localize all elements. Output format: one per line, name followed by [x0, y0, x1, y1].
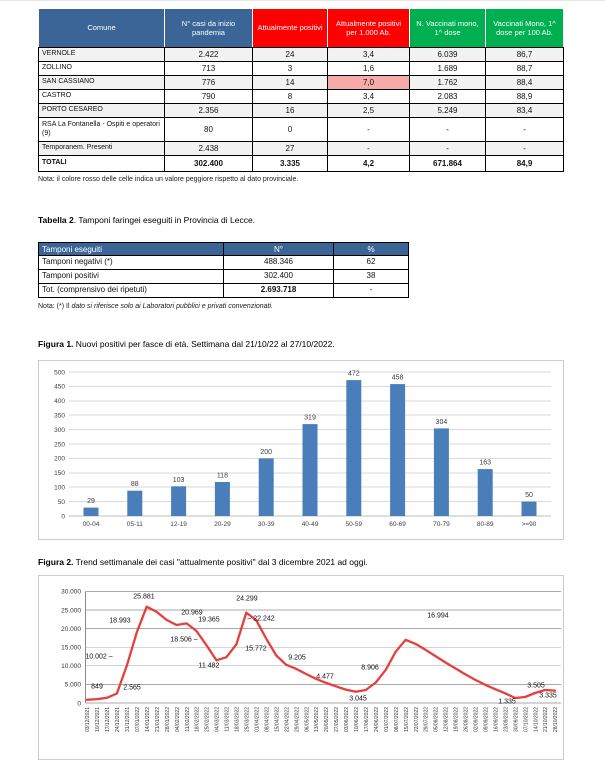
value-cell: 671.864 [410, 156, 486, 172]
value-cell: 16 [253, 104, 328, 118]
comune-cell: Temporanem. Presenti [39, 142, 165, 156]
bar-value-label: 472 [347, 370, 360, 378]
value-cell: 3,4 [328, 48, 410, 62]
comune-cell: VERNOLE [39, 48, 165, 62]
value-cell: 1.762 [410, 76, 486, 90]
value-cell: 8 [253, 90, 328, 104]
data-point-annotation: 3.505 [527, 682, 545, 690]
x-axis-date-label: 08/07/2022 [393, 707, 400, 733]
table-row [39, 104, 564, 118]
value-cell: 83,4 [486, 104, 564, 118]
x-axis-category-label: 00-04 [82, 521, 100, 528]
y-axis-tick-label: 250 [54, 441, 65, 449]
y-axis-tick-label: 20.000 [61, 625, 81, 633]
comune-cell: CASTRO [39, 90, 165, 104]
x-axis-date-label: 14/01/2022 [144, 707, 151, 733]
value-cell: 776 [165, 76, 253, 90]
x-axis-date-label: 27/05/2022 [334, 707, 341, 733]
table-row [39, 142, 564, 156]
x-axis-date-label: 30/09/2022 [513, 707, 520, 733]
tamponi-label-cell: Tot. (comprensivo dei ripetuti) [39, 284, 224, 298]
y-axis-tick-label: 5.000 [64, 681, 81, 689]
x-axis-date-label: 01/04/2022 [254, 707, 261, 733]
x-axis-category-label: 60-69 [389, 521, 406, 528]
figura2-caption-text: Trend settimanale dei casi "attualmente positivi" dal 3 dicembre 2021 ad oggi. [73, 557, 368, 567]
y-axis-tick-label: 150 [54, 470, 65, 478]
bar-value-label: 50 [525, 492, 533, 500]
value-cell: 84,9 [486, 156, 564, 172]
data-point-annotation: 1.335 [498, 698, 516, 706]
bar [127, 491, 142, 516]
tamponi-n-cell: 488.346 [224, 256, 334, 270]
y-axis-tick-label: 0 [61, 513, 65, 521]
x-axis-date-label: 04/03/2022 [214, 707, 221, 733]
data-point-annotation: 8.906 [361, 664, 379, 672]
bar-value-label: 163 [479, 459, 492, 467]
table-row [39, 270, 409, 284]
comuni-col-header-2: Attualmente positivi [253, 9, 328, 48]
x-axis-date-label: 18/02/2022 [194, 707, 201, 733]
y-axis-tick-label: 10.000 [61, 663, 81, 671]
comuni-table-body [39, 48, 564, 172]
x-axis-date-label: 17/12/2021 [105, 707, 112, 733]
value-cell: 713 [165, 62, 253, 76]
x-axis-date-label: 13/05/2022 [314, 707, 321, 733]
data-point-annotation: 25.881 [133, 593, 155, 601]
x-axis-date-label: 20/05/2022 [324, 707, 331, 733]
figura1-caption [38, 339, 335, 349]
y-axis-tick-label: 200 [54, 455, 65, 463]
x-axis-date-label: 17/06/2022 [364, 707, 370, 733]
y-axis-tick-label: 50 [57, 498, 65, 506]
value-cell: 5.249 [410, 104, 486, 118]
figura1-caption-label: Figura 1. [38, 339, 74, 349]
data-point-annotation: 849 [91, 683, 103, 691]
data-point-annotation: 20.969 [181, 609, 203, 617]
x-axis-date-label: 21/01/2022 [154, 707, 161, 733]
value-cell: 27 [253, 142, 328, 156]
bar-value-label: 304 [435, 418, 448, 426]
x-axis-date-label: 05/08/2022 [433, 707, 440, 733]
bar [171, 486, 186, 516]
x-axis-date-label: 26/08/2022 [463, 707, 470, 733]
y-axis-tick-label: 0 [77, 700, 81, 708]
bar [346, 380, 361, 516]
x-axis-category-label: 80-89 [476, 521, 494, 528]
data-point-annotation: 18.506 – [170, 636, 198, 644]
value-cell: - [328, 142, 410, 156]
tabella2-caption-text: . Tamponi faringei eseguiti in Provincia di Lecce. [73, 215, 256, 225]
tamponi-table-header [39, 243, 409, 256]
data-point-annotation: – 22.242 [247, 615, 275, 623]
value-cell: 2,5 [328, 104, 410, 118]
data-point-annotation: 11.482 [198, 662, 220, 670]
y-axis-tick-label: 25.000 [61, 607, 81, 615]
table-row [39, 76, 564, 90]
x-axis-date-label: 10/06/2022 [354, 707, 360, 733]
x-axis-date-label: 03/12/2021 [85, 707, 92, 733]
comuni-col-header-3: Attualmente positivi per 1.000 Ab. [328, 9, 410, 48]
tamponi-pct-cell: - [334, 284, 409, 298]
bar-value-label: 103 [172, 476, 185, 484]
x-axis-date-label: 06/05/2022 [304, 707, 311, 733]
value-cell: 88,9 [486, 90, 564, 104]
value-cell: 2.422 [165, 48, 253, 62]
x-axis-date-label: 21/10/2022 [543, 707, 550, 733]
tamponi-table [38, 242, 409, 298]
y-axis-tick-label: 500 [54, 369, 65, 377]
bar [84, 508, 99, 516]
data-point-annotation: 9.205 [288, 654, 306, 662]
table-row [39, 118, 564, 142]
tabella2-note-prefix: Nota: (*) Il [38, 303, 72, 310]
x-axis-date-label: 04/02/2022 [174, 707, 181, 733]
data-point-annotation: 19.365 [198, 616, 220, 624]
value-cell: 0 [253, 118, 328, 142]
value-cell: 3.335 [253, 156, 328, 172]
x-axis-date-label: 19/08/2022 [453, 707, 460, 733]
comuni-col-header-5: Vaccinati Mono, 1^ dose per 100 Ab. [486, 9, 564, 48]
x-axis-category-label: 40-49 [301, 521, 319, 528]
comune-cell: SAN CASSIANO [39, 76, 165, 90]
x-axis-date-label: 22/07/2022 [413, 707, 420, 733]
bar-value-label: 458 [391, 374, 404, 382]
value-cell: 24 [253, 48, 328, 62]
x-axis-date-label: 01/07/2022 [383, 707, 390, 733]
x-axis-date-label: 28/10/2022 [553, 707, 560, 733]
comune-cell: TOTALI [39, 156, 165, 172]
positives-trend-line [87, 607, 555, 700]
figura2-caption-label: Figura 2. [38, 557, 74, 567]
x-axis-category-label: 70-79 [433, 521, 450, 528]
tamponi-col-header-1: N° [224, 243, 334, 256]
bar [215, 482, 230, 516]
y-axis-tick-label: 400 [54, 398, 65, 406]
x-axis-date-label: 15/04/2022 [274, 707, 281, 733]
value-cell: 7,0 [328, 76, 410, 90]
value-cell: 2.083 [410, 90, 486, 104]
comune-cell: RSA La Fontanella - Ospiti e operatori (9) [39, 118, 165, 142]
tabella2-note [38, 303, 273, 310]
table-row [39, 62, 564, 76]
x-axis-date-label: 14/10/2022 [533, 707, 540, 733]
comuni-table-header [39, 9, 564, 48]
value-cell: 88,4 [486, 76, 564, 90]
data-point-annotation: 16.994 [427, 612, 449, 620]
age-bar-chart-svg [39, 361, 563, 539]
x-axis-date-label: 24/12/2021 [115, 707, 122, 733]
value-cell: - [486, 118, 564, 142]
y-axis-tick-label: 450 [54, 383, 65, 391]
comuni-col-header-1: N° casi da inizio pandemia [165, 9, 253, 48]
x-axis-date-label: 12/08/2022 [443, 707, 450, 733]
data-point-annotation: 15.772 [245, 645, 267, 653]
y-axis-tick-label: 350 [54, 412, 65, 420]
x-axis-date-label: 02/09/2022 [473, 707, 480, 733]
tabella2-note-italic: dato si riferisce solo ai Laboratori pubblici e privati convenzionati. [71, 303, 274, 310]
value-cell: 790 [165, 90, 253, 104]
tamponi-pct-cell: 38 [334, 270, 409, 284]
comune-cell: PORTO CESAREO [39, 104, 165, 118]
value-cell: 302.400 [165, 156, 253, 172]
tamponi-col-header-2: % [334, 243, 409, 256]
x-axis-date-label: 07/10/2022 [523, 707, 530, 733]
x-axis-date-label: 08/04/2022 [264, 707, 271, 733]
data-point-annotation: 18.993 [109, 617, 131, 625]
bar [522, 502, 537, 516]
figura2-caption [38, 557, 368, 567]
tamponi-label-cell: Tamponi positivi [39, 270, 224, 284]
x-axis-category-label: >=90 [521, 521, 537, 528]
data-point-annotation: 3.045 [349, 695, 367, 703]
y-axis-tick-label: 30.000 [61, 588, 81, 596]
x-axis-category-label: 05-11 [126, 521, 143, 528]
comuni-col-header-0: Comune [39, 9, 165, 48]
x-axis-date-label: 09/09/2022 [483, 707, 490, 733]
value-cell: 2.356 [165, 104, 253, 118]
x-axis-date-label: 11/03/2022 [224, 707, 231, 732]
value-cell: - [410, 118, 486, 142]
x-axis-date-label: 03/06/2022 [344, 707, 351, 733]
figura1-caption-text: Nuovi positivi per fasce di età. Settimana dal 21/10/22 al 27/10/2022. [73, 339, 335, 349]
table-row [39, 156, 564, 172]
value-cell: 3,4 [328, 90, 410, 104]
x-axis-date-label: 22/04/2022 [284, 707, 291, 733]
table-row [39, 90, 564, 104]
tabella2-caption [38, 215, 255, 225]
table-row [39, 284, 409, 298]
table-row [39, 256, 409, 270]
bar [434, 428, 449, 516]
bar-value-label: 319 [304, 414, 316, 422]
x-axis-date-label: 29/07/2022 [423, 707, 430, 733]
data-point-annotation: 10.002 – [85, 653, 113, 661]
value-cell: 3 [253, 62, 328, 76]
x-axis-date-label: 25/03/2022 [244, 707, 251, 733]
bar [259, 458, 274, 516]
comuni-col-header-4: N. Vaccinati mono, 1^ dose [410, 9, 486, 48]
value-cell: 2.438 [165, 142, 253, 156]
value-cell: 86,7 [486, 48, 564, 62]
trend-line-chart [38, 575, 564, 760]
page-top-divider [0, 0, 605, 1]
bar-value-label: 29 [87, 498, 95, 506]
data-point-annotation: 3.335 [539, 692, 557, 700]
tamponi-n-cell: 302.400 [224, 270, 334, 284]
x-axis-date-label: 23/09/2022 [503, 707, 510, 733]
age-bar-chart [38, 360, 564, 540]
tabella2-caption-label: Tabella 2 [38, 215, 74, 225]
value-cell: 1,6 [328, 62, 410, 76]
y-axis-tick-label: 100 [54, 484, 65, 492]
value-cell: 6.039 [410, 48, 486, 62]
data-point-annotation: 24.299 [236, 595, 258, 603]
comuni-covid-table [38, 8, 564, 172]
value-cell: 1.689 [410, 62, 486, 76]
x-axis-date-label: 10/12/2021 [95, 707, 102, 733]
x-axis-date-label: 31/12/2021 [125, 707, 131, 733]
value-cell: - [410, 142, 486, 156]
bar-value-label: 118 [216, 472, 228, 480]
x-axis-category-label: 30-39 [257, 521, 275, 528]
value-cell: 4,2 [328, 156, 410, 172]
data-point-annotation: 4.477 [316, 673, 334, 681]
x-axis-date-label: 29/04/2022 [294, 707, 301, 733]
bar [303, 424, 318, 516]
x-axis-date-label: 07/01/2022 [135, 707, 141, 733]
x-axis-date-label: 25/02/2022 [204, 707, 211, 733]
tamponi-pct-cell: 62 [334, 256, 409, 270]
bar-value-label: 200 [260, 448, 273, 456]
x-axis-category-label: 12-19 [170, 521, 187, 528]
tamponi-table-body [39, 256, 409, 298]
bar-value-label: 88 [130, 481, 139, 489]
x-axis-date-label: 18/03/2022 [234, 707, 241, 733]
x-axis-category-label: 50-59 [345, 521, 363, 528]
x-axis-date-label: 11/02/2022 [184, 707, 191, 732]
x-axis-date-label: 16/09/2022 [493, 707, 500, 733]
y-axis-tick-label: 15.000 [61, 644, 81, 652]
tamponi-n-cell: 2.693.718 [224, 284, 334, 298]
trend-line-chart-svg [39, 576, 563, 759]
value-cell: 88,7 [486, 62, 564, 76]
x-axis-date-label: 28/01/2022 [164, 707, 171, 733]
tamponi-label-cell: Tamponi negativi (*) [39, 256, 224, 270]
value-cell: 80 [165, 118, 253, 142]
bar [390, 384, 405, 516]
x-axis-date-label: 15/07/2022 [403, 707, 410, 733]
value-cell: - [328, 118, 410, 142]
value-cell: - [486, 142, 564, 156]
x-axis-date-label: 24/06/2022 [374, 707, 380, 733]
x-axis-category-label: 20-29 [214, 521, 231, 528]
comune-cell: ZOLLINO [39, 62, 165, 76]
value-cell: 14 [253, 76, 328, 90]
tamponi-col-header-0: Tamponi eseguiti [39, 243, 224, 256]
table-row [39, 48, 564, 62]
bar [478, 469, 493, 516]
table1-note: Nota: il colore rosso delle celle indica un valore peggiore rispetto al dato provinciale. [38, 176, 299, 183]
data-point-annotation: 2.565 [123, 684, 141, 692]
y-axis-tick-label: 300 [54, 426, 65, 434]
